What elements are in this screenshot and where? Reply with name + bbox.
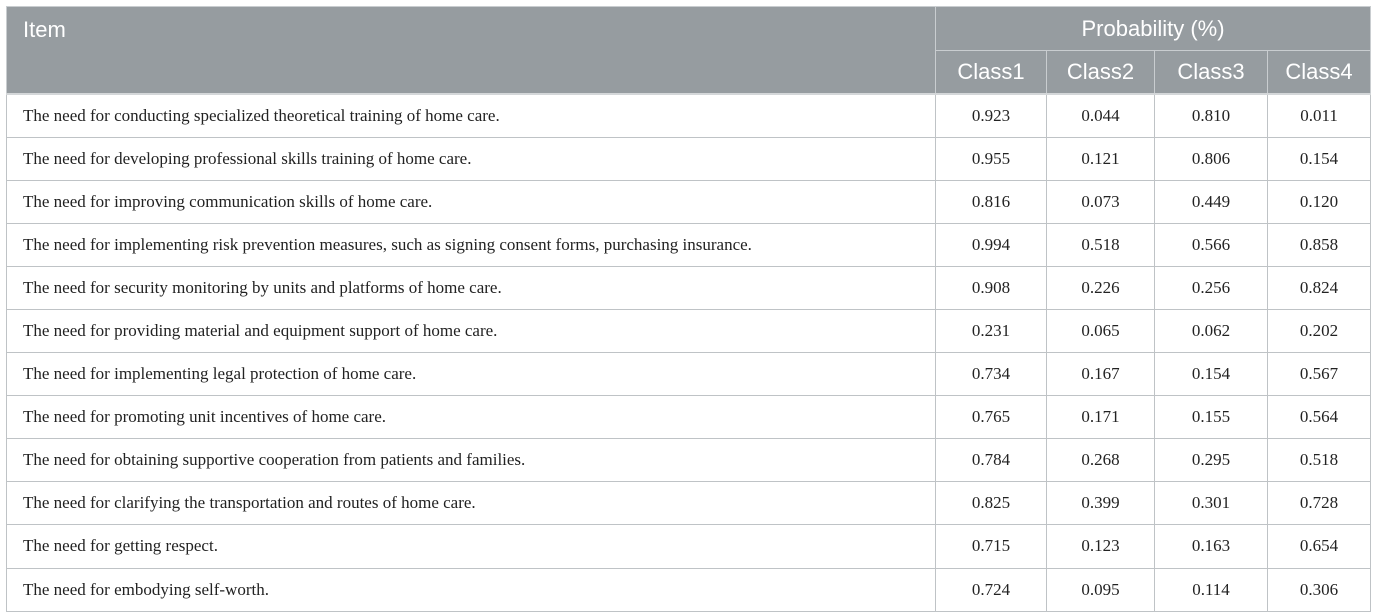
probability-table xyxy=(6,6,1371,612)
class1-value-cell: 0.816 xyxy=(936,180,1047,223)
column-header-class4: Class4 xyxy=(1268,51,1371,95)
class2-value-cell: 0.167 xyxy=(1047,353,1155,396)
class2-value-cell: 0.065 xyxy=(1047,309,1155,352)
class1-value-cell: 0.825 xyxy=(936,482,1047,525)
table-row xyxy=(7,309,1371,352)
table-row xyxy=(7,266,1371,309)
class1-value-cell: 0.955 xyxy=(936,137,1047,180)
class3-value-cell: 0.806 xyxy=(1155,137,1268,180)
class1-value-cell: 0.765 xyxy=(936,396,1047,439)
item-cell: The need for promoting unit incentives of home care. xyxy=(7,396,936,439)
class4-value-cell: 0.518 xyxy=(1268,439,1371,482)
class2-value-cell: 0.073 xyxy=(1047,180,1155,223)
column-header-class3: Class3 xyxy=(1155,51,1268,95)
table-body xyxy=(7,94,1371,611)
class4-value-cell: 0.011 xyxy=(1268,94,1371,137)
class4-value-cell: 0.120 xyxy=(1268,180,1371,223)
class3-value-cell: 0.566 xyxy=(1155,223,1268,266)
item-cell: The need for improving communication skills of home care. xyxy=(7,180,936,223)
table-row xyxy=(7,94,1371,137)
class2-value-cell: 0.268 xyxy=(1047,439,1155,482)
table-row xyxy=(7,396,1371,439)
item-cell: The need for obtaining supportive cooperation from patients and families. xyxy=(7,439,936,482)
class4-value-cell: 0.306 xyxy=(1268,568,1371,611)
item-cell: The need for getting respect. xyxy=(7,525,936,568)
class4-value-cell: 0.654 xyxy=(1268,525,1371,568)
class2-value-cell: 0.044 xyxy=(1047,94,1155,137)
class2-value-cell: 0.123 xyxy=(1047,525,1155,568)
class4-value-cell: 0.728 xyxy=(1268,482,1371,525)
class3-value-cell: 0.154 xyxy=(1155,353,1268,396)
table-row xyxy=(7,568,1371,611)
class3-value-cell: 0.449 xyxy=(1155,180,1268,223)
class2-value-cell: 0.226 xyxy=(1047,266,1155,309)
class1-value-cell: 0.231 xyxy=(936,309,1047,352)
header-row-group xyxy=(7,7,1371,51)
column-header-class1: Class1 xyxy=(936,51,1047,95)
class2-value-cell: 0.171 xyxy=(1047,396,1155,439)
column-header-class2: Class2 xyxy=(1047,51,1155,95)
class2-value-cell: 0.518 xyxy=(1047,223,1155,266)
table-row xyxy=(7,223,1371,266)
class3-value-cell: 0.114 xyxy=(1155,568,1268,611)
class1-value-cell: 0.923 xyxy=(936,94,1047,137)
class3-value-cell: 0.155 xyxy=(1155,396,1268,439)
class4-value-cell: 0.202 xyxy=(1268,309,1371,352)
item-cell: The need for embodying self-worth. xyxy=(7,568,936,611)
class4-value-cell: 0.858 xyxy=(1268,223,1371,266)
column-header-item: Item xyxy=(7,7,936,95)
class1-value-cell: 0.908 xyxy=(936,266,1047,309)
class4-value-cell: 0.564 xyxy=(1268,396,1371,439)
table-row xyxy=(7,180,1371,223)
table-row xyxy=(7,525,1371,568)
item-cell: The need for implementing risk prevention measures, such as signing consent forms, purchasing insurance. xyxy=(7,223,936,266)
class2-value-cell: 0.399 xyxy=(1047,482,1155,525)
item-cell: The need for developing professional skills training of home care. xyxy=(7,137,936,180)
item-cell: The need for conducting specialized theoretical training of home care. xyxy=(7,94,936,137)
class3-value-cell: 0.163 xyxy=(1155,525,1268,568)
class2-value-cell: 0.095 xyxy=(1047,568,1155,611)
class4-value-cell: 0.154 xyxy=(1268,137,1371,180)
class3-value-cell: 0.810 xyxy=(1155,94,1268,137)
table-row xyxy=(7,439,1371,482)
class3-value-cell: 0.062 xyxy=(1155,309,1268,352)
table-row xyxy=(7,353,1371,396)
item-cell: The need for security monitoring by units and platforms of home care. xyxy=(7,266,936,309)
class1-value-cell: 0.734 xyxy=(936,353,1047,396)
class3-value-cell: 0.301 xyxy=(1155,482,1268,525)
item-cell: The need for clarifying the transportation and routes of home care. xyxy=(7,482,936,525)
class3-value-cell: 0.256 xyxy=(1155,266,1268,309)
class4-value-cell: 0.567 xyxy=(1268,353,1371,396)
class1-value-cell: 0.784 xyxy=(936,439,1047,482)
class1-value-cell: 0.715 xyxy=(936,525,1047,568)
table-row xyxy=(7,482,1371,525)
item-cell: The need for providing material and equipment support of home care. xyxy=(7,309,936,352)
column-header-probability: Probability (%) xyxy=(936,7,1371,51)
table-row xyxy=(7,137,1371,180)
item-cell: The need for implementing legal protection of home care. xyxy=(7,353,936,396)
class3-value-cell: 0.295 xyxy=(1155,439,1268,482)
class1-value-cell: 0.724 xyxy=(936,568,1047,611)
class1-value-cell: 0.994 xyxy=(936,223,1047,266)
class4-value-cell: 0.824 xyxy=(1268,266,1371,309)
class2-value-cell: 0.121 xyxy=(1047,137,1155,180)
table-header xyxy=(7,7,1371,95)
